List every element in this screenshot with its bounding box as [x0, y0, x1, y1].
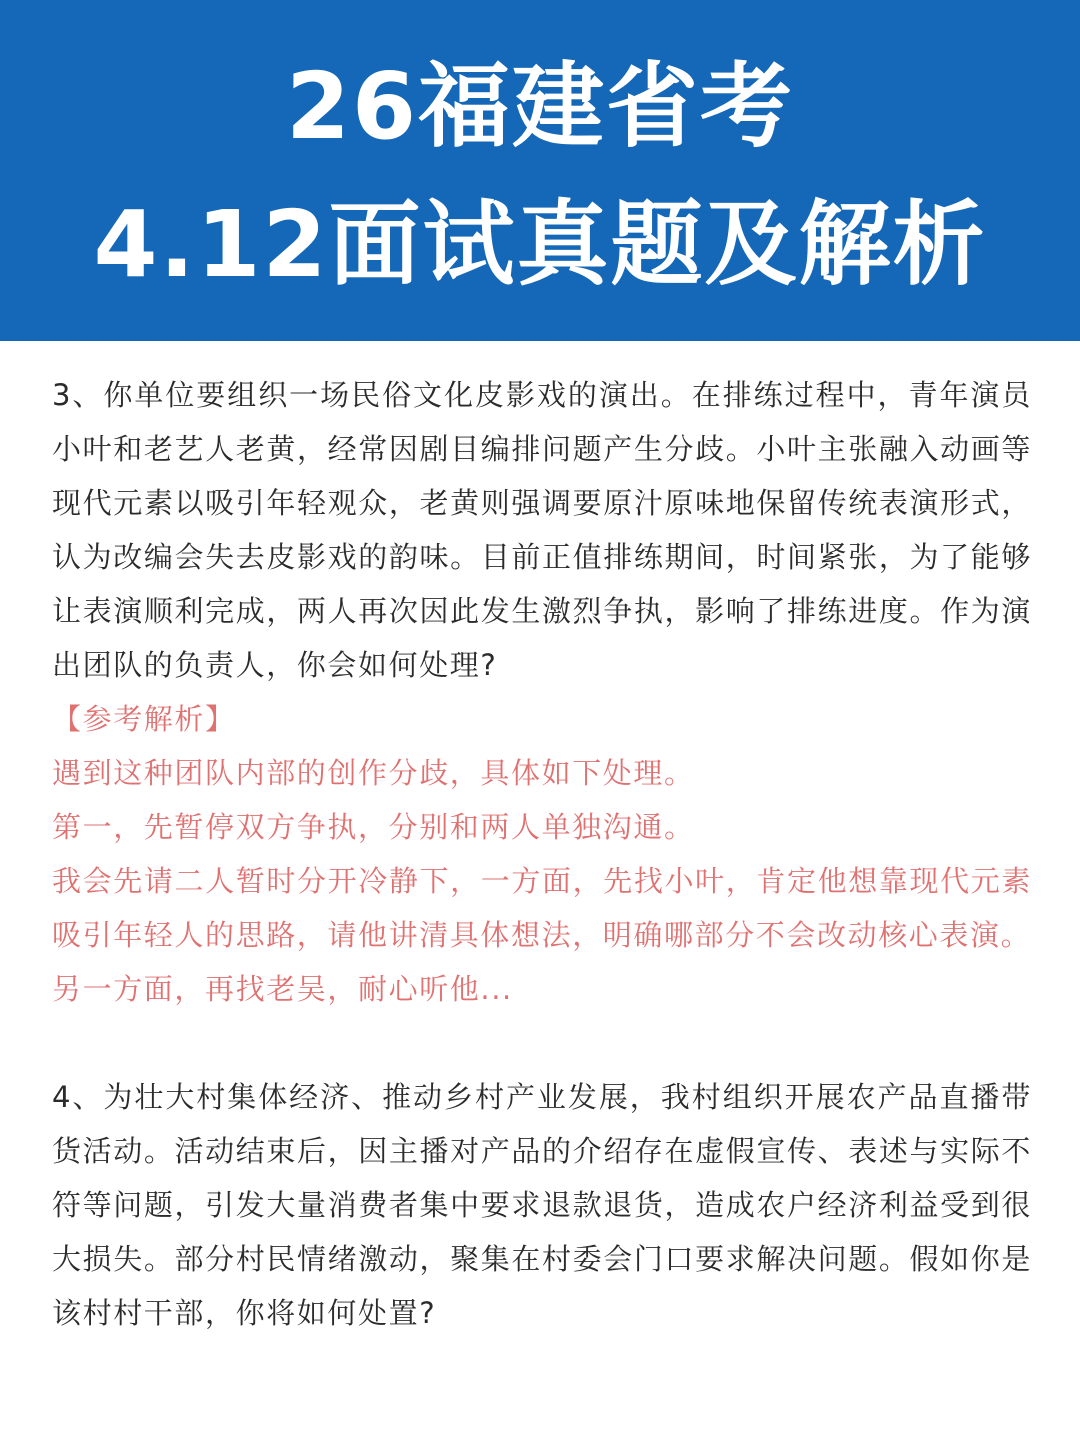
title-line-2: 4.12面试真题及解析: [93, 191, 987, 298]
title-banner: [0, 0, 1080, 341]
analysis-line-2: 第一，先暂停双方争执，分别和两人单独沟通。: [52, 810, 695, 844]
question-3: 3、你单位要组织一场民俗文化皮影戏的演出。在排练过程中，青年演员小叶和老艺人老黄，经常因剧目编排问题产生分歧。小叶主张融入动画等现代元素以吸引年轻观众，老黄则强调要原汁原味地保留传统表演形式，认为改编会失去皮影戏的韵味。目前正值排练期间，时间紧张，为了能够让表演顺利完成，两人再次因此发生激烈争执，影响了排练进度。作为演出团队的负责人，你会如何处理?: [52, 378, 1032, 682]
title-line-1: 26福建省考: [285, 53, 795, 160]
analysis-line-4: 另一方面，再找老吴，耐心听他...: [52, 972, 513, 1006]
analysis-line-3: 我会先请二人暂时分开冷静下，一方面，先找小叶，肯定他想靠现代元素吸引年轻人的思路，请他讲清具体想法，明确哪部分不会改动核心表演。: [52, 864, 1032, 952]
analysis-line-1: 遇到这种团队内部的创作分歧，具体如下处理。: [52, 756, 695, 790]
article-body: [52, 368, 1032, 1340]
section-spacer: [52, 1016, 1032, 1070]
analysis-heading: 【参考解析】: [52, 702, 236, 736]
question-4: 4、为壮大村集体经济、推动乡村产业发展，我村组织开展农产品直播带货活动。活动结束后，因主播对产品的介绍存在虚假宣传、表述与实际不符等问题，引发大量消费者集中要求退款退货，造成农户经济利益受到很大损失。部分村民情绪激动，聚集在村委会门口要求解决问题。假如你是该村村干部，你将如何处置?: [52, 1080, 1032, 1330]
